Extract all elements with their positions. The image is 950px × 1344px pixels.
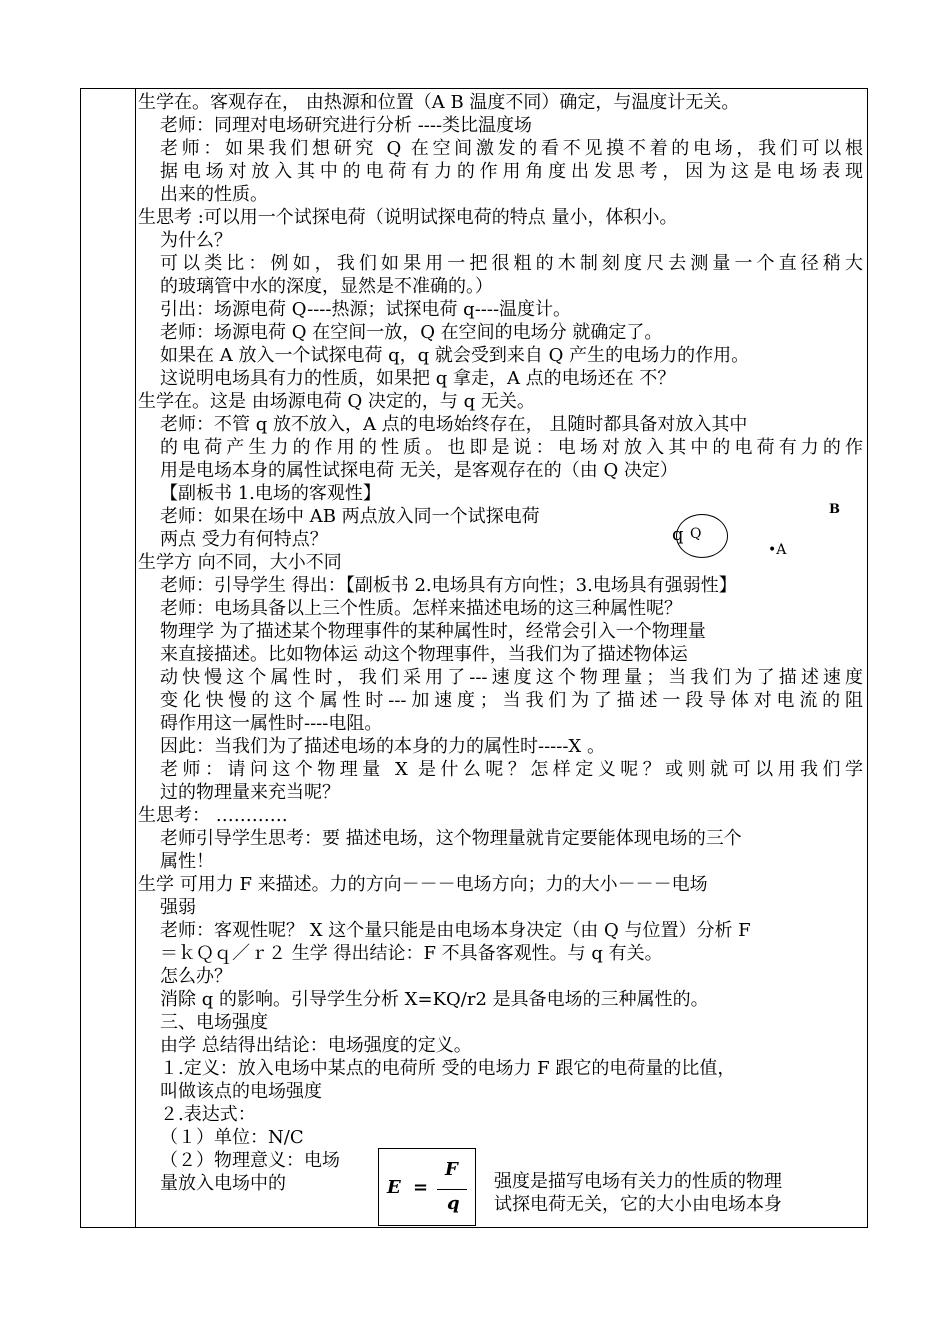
text-line-content: 【副板书 1.电场的客观性】 [160, 483, 381, 504]
test-charge-label: q [672, 524, 684, 545]
text-line [138, 298, 863, 321]
text-line-content: ＝ｋＱｑ／ｒ２ 生学 得出结论：F 不具备客观性。与 q 有关。 [160, 943, 663, 964]
text-line [138, 413, 863, 436]
text-line-content: 这说明电场具有力的性质，如果把 q 拿走，A 点的电场还在 不？ [160, 368, 676, 389]
text-line-content: 引出：场源电荷 Q----热源；试探电荷 q----温度计。 [160, 299, 572, 320]
text-line-content: 因此：当我们为了描述电场的本身的力的属性时-----X 。 [160, 736, 605, 757]
text-line [138, 275, 863, 298]
lesson-content [138, 91, 863, 1195]
text-line-content: 怎么办？ [160, 966, 232, 987]
text-line-content: （２）物理意义：电场 [160, 1150, 340, 1171]
text-line [138, 919, 863, 942]
text-line [138, 574, 863, 597]
text-line-content: 老师：同理对电场研究进行分析 ----类比温度场 [160, 115, 533, 136]
text-line-content: 老师：如果在场中 AB 两点放入同一个试探电荷 [160, 506, 540, 527]
text-line [138, 344, 863, 367]
text-line-content: 过的物理量来充当呢？ [160, 782, 340, 803]
text-line-content: 强弱 [160, 897, 196, 918]
text-line-content: （１）单位：N/C [160, 1127, 304, 1148]
text-line [138, 229, 863, 252]
text-line [138, 1034, 863, 1057]
text-line-content: 老师：如果我们想研究 Q 在空间激发的看不见摸不着的电场，我们可以根 [160, 138, 863, 159]
text-line-content: 生学 可用力 F 来描述。力的方向－－－电场方向；力的大小－－－电场 [138, 874, 708, 895]
text-line-content: 生学在。客观存在， 由热源和位置（A B 温度不同）确定，与温度计无关。 [138, 92, 740, 113]
text-line [138, 390, 863, 413]
text-line [138, 160, 863, 183]
text-line-content: 变化快慢的这个属性时---加速度；当我们为了描述一段导体对电流的阻 [160, 690, 863, 711]
text-line-content: 来直接描述。比如物体运 动这个物理事件，当我们为了描述物体运 [160, 644, 688, 665]
text-line [138, 505, 863, 528]
text-line [138, 114, 863, 137]
text-line-content: 老师：电场具备以上三个性质。怎样来描述电场的这三种属性呢？ [160, 598, 682, 619]
text-line [138, 689, 863, 712]
text-line [138, 620, 863, 643]
field-source-circle [676, 514, 728, 558]
text-line [138, 482, 863, 505]
text-line [138, 1011, 863, 1034]
point-a-label: •A [768, 542, 787, 558]
text-line [138, 942, 863, 965]
text-line-content: 消除 q 的影响。引导学生分析 X=KQ/r2 是具备电场的三种属性的。 [160, 989, 709, 1010]
text-line-content: 生思考 :可以用一个试探电荷（说明试探电荷的特点 量小，体积小。 [138, 207, 678, 228]
text-line-content: 由学 总结得出结论：电场强度的定义。 [160, 1035, 472, 1056]
text-line [138, 252, 863, 275]
text-line-content: 动快慢这个属性时，我们采用了---速度这个物理量；当我们为了描述速度 [160, 667, 863, 688]
side-text-line-1: 强度是描写电场有关力的性质的物理 [494, 1171, 782, 1192]
formula-equals: = [413, 1177, 429, 1198]
text-line [138, 804, 863, 827]
text-line-content: 量放入电场中的 [160, 1173, 286, 1194]
text-line [138, 873, 863, 896]
text-line-content: 用是电场本身的属性试探电荷 无关，是客观存在的（由 Q 决定） [160, 460, 678, 481]
text-line [138, 367, 863, 390]
text-line-content: 生学在。这是 由场源电荷 Q 决定的，与 q 无关。 [138, 391, 535, 412]
text-line-content: 如果在 A 放入一个试探电荷 q，q 就会受到来自 Q 产生的电场力的作用。 [160, 345, 750, 366]
text-line [138, 758, 863, 781]
point-b-label: B [829, 502, 840, 517]
side-text-line-2: 试探电荷无关，它的大小由电场本身 [494, 1194, 782, 1215]
text-line-content: 生学方 向不同，大小不同 [138, 552, 342, 573]
text-line [138, 1126, 863, 1149]
text-line [138, 91, 863, 114]
text-line-content: 可以类比：例如，我们如果用一把很粗的木制刻度尺去测量一个直径稍大 [160, 253, 863, 274]
text-line [138, 321, 863, 344]
text-line [138, 735, 863, 758]
text-line [138, 597, 863, 620]
text-line-content: 三、电场强度 [160, 1012, 268, 1033]
text-line [138, 1103, 863, 1126]
formula-q: q [447, 1193, 460, 1214]
text-line [138, 827, 863, 850]
text-line-content: 出来的性质。 [160, 184, 268, 205]
text-line-content: 的玻璃管中水的深度，显然是不准确的。） [160, 276, 493, 297]
text-line [138, 459, 863, 482]
text-line [138, 850, 863, 873]
text-line [138, 1057, 863, 1080]
text-line-content: ２.表达式： [160, 1104, 256, 1125]
fraction-bar [437, 1189, 467, 1190]
text-line-content: １.定义：放入电场中某点的电荷所 受的电场力 F 跟它的电荷量的比值， [160, 1058, 736, 1079]
text-line-content: 老师：不管 q 放不放入，A 点的电场始终存在， 且随时都具备对放入其中 [160, 414, 748, 435]
text-line-content: 碍作用这一属性时----电阻。 [160, 713, 383, 734]
text-line [138, 436, 863, 459]
text-line-content: 物理学 为了描述某个物理事件的某种属性时，经常会引入一个物理量 [160, 621, 706, 642]
text-line-content: 为什么？ [160, 230, 232, 251]
text-line-content: 生思考： ………… [138, 805, 288, 826]
text-line [138, 528, 863, 551]
text-line-content: 老师：客观性呢？ X 这个量只能是由电场本身决定（由 Q 与位置）分析 F [160, 920, 751, 941]
text-line [138, 896, 863, 919]
text-line [138, 206, 863, 229]
text-line [138, 1149, 863, 1172]
text-line [138, 551, 863, 574]
text-line-content: 老师：场源电荷 Q 在空间一放，Q 在空间的电场分 就确定了。 [160, 322, 663, 343]
text-line [138, 666, 863, 689]
source-charge-label: Q [690, 526, 702, 542]
field-strength-formula [378, 1148, 476, 1226]
text-line-content: 老师引导学生思考：要 描述电场，这个物理量就肯定要能体现电场的三个 [160, 828, 742, 849]
text-line-content: 的电荷产生力的作用的性质。也即是说：电场对放入其中的电荷有力的作 [160, 437, 863, 458]
text-line-content: 据电场对放入其中的电荷有力的作用角度出发思考，因为这是电场表现 [160, 161, 863, 182]
text-line-content: 两点 受力有何特点？ [160, 529, 328, 550]
text-line [138, 712, 863, 735]
text-line [138, 988, 863, 1011]
text-line [138, 137, 863, 160]
formula-f: F [445, 1159, 458, 1180]
text-line-content: 老师：引导学生 得出：【副板书 2.电场具有方向性；3.电场具有强弱性】 [160, 575, 737, 596]
text-line [138, 781, 863, 804]
text-line-content: 叫做该点的电场强度 [160, 1081, 322, 1102]
column-divider [135, 88, 136, 1228]
text-line [138, 1080, 863, 1103]
formula-e: E [387, 1177, 401, 1198]
text-line [138, 643, 863, 666]
text-line-content: 属性！ [160, 851, 214, 872]
text-line-content: 老师：请问这个物理量 X 是什么呢？怎样定义呢？或则就可以用我们学 [160, 759, 863, 780]
text-line [138, 965, 863, 988]
text-line [138, 183, 863, 206]
